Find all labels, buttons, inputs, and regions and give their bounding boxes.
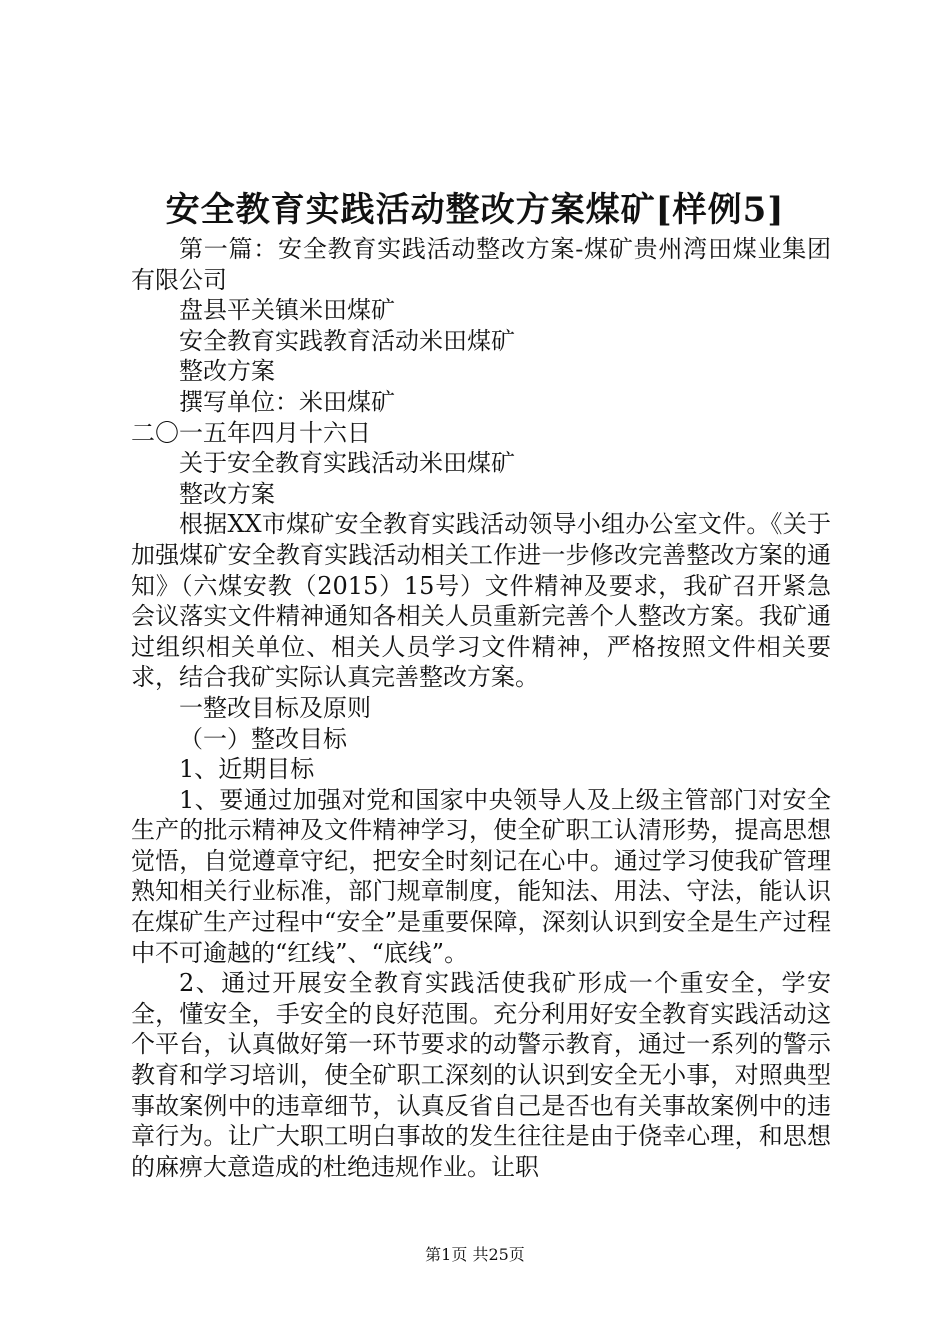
paragraph: 整改方案	[179, 479, 275, 508]
paragraph: 盘县平关镇米田煤矿	[179, 296, 395, 325]
document-body	[131, 234, 831, 1182]
paragraph: 撰写单位：米田煤矿	[179, 387, 395, 416]
paragraph: 一整改目标及原则	[179, 693, 371, 722]
paragraph: 1、要通过加强对党和国家中央领导人及上级主管部门对安全生产的批示精神及文件精神学习，使全矿职工认清形势，提高思想觉悟，自觉遵章守纪，把安全时刻记在心中。通过学习使我矿管理熟知相关行业标准，部门规章制度，能知法、用法、守法，能认识在煤矿生产过程中“安全”是重要保障，深刻认识到安全是生产过程中不可逾越的“红线”、“底线”。	[131, 785, 831, 967]
paragraph: 1、近期目标	[179, 755, 315, 784]
paragraph: 第一篇：安全教育实践活动整改方案-煤矿贵州湾田煤业集团有限公司	[131, 235, 831, 294]
paragraph: 二〇一五年四月十六日	[131, 418, 371, 447]
document-title: 安全教育实践活动整改方案煤矿[样例5]	[165, 190, 785, 230]
paragraph: 关于安全教育实践活动米田煤矿	[179, 449, 515, 478]
paragraph: 根据XX市煤矿安全教育实践活动领导小组办公室文件。《关于加强煤矿安全教育实践活动相关工作进一步修改完善整改方案的通知》（六煤安教（2015）15号）文件精神及要求，我矿召开紧急会议落实文件精神通知各相关人员重新完善个人整改方案。我矿通过组织相关单位、相关人员学习文件精神，严格按照文件相关要求，结合我矿实际认真完善整改方案。	[131, 510, 831, 692]
paragraph: 安全教育实践教育活动米田煤矿	[179, 326, 515, 355]
paragraph: 整改方案	[179, 357, 275, 386]
paragraph: 2、通过开展安全教育实践活使我矿形成一个重安全，学安全，懂安全，手安全的良好范围。充分利用好安全教育实践活动这个平台，认真做好第一环节要求的动警示教育，通过一系列的警示教育和学习培训，使全矿职工深刻的认识到安全无小事，对照典型事故案例中的违章细节，认真反省自己是否也有关事故案例中的违章行为。让广大职工明白事故的发生往往是由于侥幸心理，和思想的麻痹大意造成的杜绝违规作业。让职	[131, 969, 831, 1181]
paragraph: （一）整改目标	[179, 724, 347, 753]
page-footer: 第1页 共25页	[425, 1245, 525, 1264]
